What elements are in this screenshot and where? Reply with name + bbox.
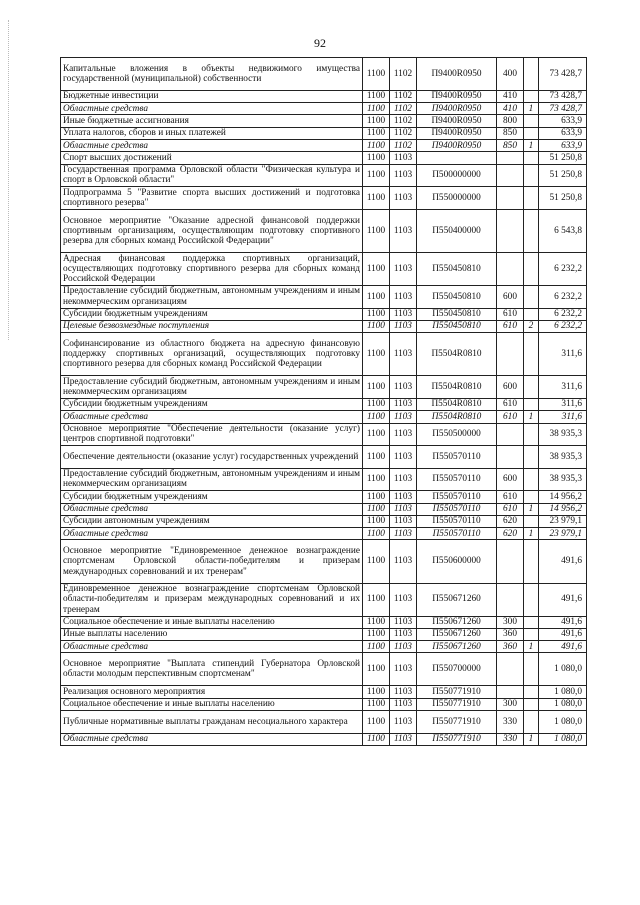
table-cell-funding-source: [524, 187, 539, 210]
table-row: [61, 686, 587, 698]
table-cell-expense-type: 800: [497, 115, 524, 127]
table-cell-name: Целевые безвозмездные поступления: [61, 320, 363, 332]
table-cell-section: 1100: [363, 308, 390, 320]
table-cell-name: Областные средства: [61, 528, 363, 540]
table-cell-expense-type: [497, 164, 524, 187]
table-cell-subsection: 1103: [390, 376, 417, 399]
table-cell-section: 1100: [363, 540, 390, 583]
table-cell-expense-type: 410: [497, 103, 524, 115]
table-cell-amount: 311,6: [539, 376, 587, 399]
table-cell-target-item: П550570110: [417, 503, 497, 515]
table-cell-expense-type: [497, 209, 524, 252]
table-cell-funding-source: 2: [524, 320, 539, 332]
table-row: [61, 733, 587, 745]
table-row: [61, 628, 587, 640]
table-cell-expense-type: 330: [497, 710, 524, 733]
table-cell-expense-type: 610: [497, 320, 524, 332]
table-cell-expense-type: 850: [497, 140, 524, 152]
table-cell-name: Иные бюджетные ассигнования: [61, 115, 363, 127]
table-cell-amount: 633,9: [539, 127, 587, 139]
table-cell-expense-type: 850: [497, 127, 524, 139]
table-cell-target-item: [417, 152, 497, 164]
table-row: [61, 253, 587, 286]
table-cell-funding-source: 1: [524, 411, 539, 423]
table-cell-funding-source: [524, 90, 539, 102]
table-cell-amount: 38 935,3: [539, 468, 587, 491]
table-cell-subsection: 1103: [390, 152, 417, 164]
table-cell-target-item: П550771910: [417, 710, 497, 733]
table-row: [61, 446, 587, 469]
table-cell-target-item: П550771910: [417, 698, 497, 710]
table-cell-amount: 1 080,0: [539, 733, 587, 745]
table-row: [61, 411, 587, 423]
table-cell-subsection: 1102: [390, 103, 417, 115]
table-cell-name: Государственная программа Орловской области "Физическая культура и спорт в Орловской области": [61, 164, 363, 187]
table-cell-amount: 491,6: [539, 540, 587, 583]
table-cell-target-item: П550570110: [417, 491, 497, 503]
table-cell-name: Основное мероприятие "Оказание адресной финансовой поддержки спортивным организациям, осуществляющим подготовку спортивного резерва для сборных команд Российской Федерации": [61, 209, 363, 252]
table-cell-amount: 491,6: [539, 616, 587, 628]
table-cell-subsection: 1103: [390, 710, 417, 733]
table-cell-expense-type: 610: [497, 503, 524, 515]
table-cell-amount: 73 428,7: [539, 90, 587, 102]
table-cell-amount: 1 080,0: [539, 653, 587, 686]
table-cell-amount: 1 080,0: [539, 686, 587, 698]
table-cell-section: 1100: [363, 376, 390, 399]
table-cell-name: Софинансирование из областного бюджета на адресную финансовую поддержку спортивных организаций, осуществляющих подготовку спортивного резерва для сборных команд Российской Федерации: [61, 333, 363, 376]
table-cell-amount: 6 543,8: [539, 209, 587, 252]
table-row: [61, 641, 587, 653]
table-cell-subsection: 1103: [390, 333, 417, 376]
table-cell-name: Основное мероприятие "Выплата стипендий Губернатора Орловской области молодым перспективным спортсменам": [61, 653, 363, 686]
table-row: [61, 127, 587, 139]
table-cell-subsection: 1103: [390, 733, 417, 745]
table-cell-target-item: П550570110: [417, 468, 497, 491]
table-cell-section: 1100: [363, 164, 390, 187]
table-cell-subsection: 1103: [390, 698, 417, 710]
table-row: [61, 308, 587, 320]
table-cell-name: Областные средства: [61, 641, 363, 653]
table-cell-target-item: П9400R0950: [417, 140, 497, 152]
table-cell-subsection: 1103: [390, 308, 417, 320]
table-cell-name: Субсидии автономным учреждениям: [61, 515, 363, 527]
table-cell-section: 1100: [363, 653, 390, 686]
table-cell-funding-source: [524, 127, 539, 139]
table-cell-name: Публичные нормативные выплаты гражданам несоциального характера: [61, 710, 363, 733]
table-cell-expense-type: [497, 686, 524, 698]
table-cell-funding-source: [524, 58, 539, 91]
table-cell-section: 1100: [363, 468, 390, 491]
table-cell-amount: 6 232,2: [539, 320, 587, 332]
table-cell-section: 1100: [363, 491, 390, 503]
table-cell-subsection: 1103: [390, 583, 417, 616]
table-cell-section: 1100: [363, 152, 390, 164]
table-cell-expense-type: [497, 253, 524, 286]
table-cell-section: 1100: [363, 115, 390, 127]
table-cell-funding-source: [524, 115, 539, 127]
table-cell-name: Единовременное денежное вознаграждение спортсменам Орловской области-победителям и призерам международных соревнований и их тренерам: [61, 583, 363, 616]
table-cell-funding-source: [524, 686, 539, 698]
table-cell-subsection: 1103: [390, 515, 417, 527]
table-cell-section: 1100: [363, 320, 390, 332]
table-row: [61, 320, 587, 332]
table-cell-section: 1100: [363, 58, 390, 91]
table-cell-section: 1100: [363, 187, 390, 210]
table-cell-name: Капитальные вложения в объекты недвижимого имущества государственной (муниципальной) собственности: [61, 58, 363, 91]
table-cell-target-item: П550570110: [417, 515, 497, 527]
table-cell-subsection: 1102: [390, 115, 417, 127]
table-row: [61, 423, 587, 446]
table-cell-subsection: 1103: [390, 468, 417, 491]
table-cell-target-item: П9400R0950: [417, 58, 497, 91]
table-row: [61, 503, 587, 515]
table-cell-name: Предоставление субсидий бюджетным, автономным учреждениям и иным некоммерческим организациям: [61, 285, 363, 308]
table-cell-section: 1100: [363, 583, 390, 616]
table-cell-name: Предоставление субсидий бюджетным, автономным учреждениям и иным некоммерческим организациям: [61, 376, 363, 399]
table-cell-expense-type: [497, 583, 524, 616]
table-cell-amount: 1 080,0: [539, 710, 587, 733]
table-cell-funding-source: [524, 491, 539, 503]
table-cell-section: 1100: [363, 616, 390, 628]
table-cell-target-item: П550000000: [417, 187, 497, 210]
table-row: [61, 398, 587, 410]
table-cell-target-item: П550400000: [417, 209, 497, 252]
table-cell-amount: 311,6: [539, 333, 587, 376]
table-cell-name: Областные средства: [61, 140, 363, 152]
table-row: [61, 58, 587, 91]
table-cell-name: Спорт высших достижений: [61, 152, 363, 164]
page-number: 92: [314, 36, 326, 50]
table-cell-expense-type: 330: [497, 733, 524, 745]
budget-table-body: [61, 58, 587, 746]
table-cell-subsection: 1103: [390, 641, 417, 653]
table-cell-subsection: 1103: [390, 187, 417, 210]
table-cell-amount: 633,9: [539, 140, 587, 152]
table-cell-funding-source: 1: [524, 528, 539, 540]
table-cell-target-item: П550771910: [417, 733, 497, 745]
table-cell-expense-type: 610: [497, 308, 524, 320]
table-cell-amount: 23 979,1: [539, 515, 587, 527]
table-cell-subsection: 1103: [390, 411, 417, 423]
table-cell-section: 1100: [363, 90, 390, 102]
table-cell-amount: 14 956,2: [539, 491, 587, 503]
table-row: [61, 710, 587, 733]
table-cell-target-item: П5504R0810: [417, 411, 497, 423]
table-cell-expense-type: 300: [497, 616, 524, 628]
table-cell-amount: 51 250,8: [539, 152, 587, 164]
table-cell-target-item: П550450810: [417, 308, 497, 320]
table-cell-name: Областные средства: [61, 103, 363, 115]
table-cell-amount: 491,6: [539, 628, 587, 640]
table-cell-amount: 51 250,8: [539, 187, 587, 210]
table-cell-expense-type: 360: [497, 641, 524, 653]
table-cell-subsection: 1103: [390, 491, 417, 503]
table-cell-target-item: П550671260: [417, 641, 497, 653]
table-cell-section: 1100: [363, 127, 390, 139]
table-cell-amount: 311,6: [539, 411, 587, 423]
table-row: [61, 164, 587, 187]
table-row: [61, 187, 587, 210]
table-cell-name: Субсидии бюджетным учреждениям: [61, 308, 363, 320]
table-cell-section: 1100: [363, 698, 390, 710]
table-cell-target-item: П550671260: [417, 583, 497, 616]
table-cell-target-item: П5504R0810: [417, 398, 497, 410]
table-cell-subsection: 1102: [390, 127, 417, 139]
table-cell-target-item: П550450810: [417, 253, 497, 286]
table-cell-amount: 491,6: [539, 583, 587, 616]
table-cell-funding-source: [524, 616, 539, 628]
table-row: [61, 515, 587, 527]
table-cell-funding-source: [524, 308, 539, 320]
table-cell-subsection: 1103: [390, 686, 417, 698]
table-cell-amount: 14 956,2: [539, 503, 587, 515]
table-row: [61, 115, 587, 127]
table-cell-subsection: 1103: [390, 653, 417, 686]
table-cell-funding-source: [524, 253, 539, 286]
table-cell-subsection: 1103: [390, 164, 417, 187]
table-cell-expense-type: [497, 152, 524, 164]
table-cell-section: 1100: [363, 411, 390, 423]
table-cell-expense-type: 400: [497, 58, 524, 91]
table-cell-expense-type: 600: [497, 285, 524, 308]
table-cell-expense-type: [497, 446, 524, 469]
table-cell-subsection: 1103: [390, 398, 417, 410]
table-cell-expense-type: 360: [497, 628, 524, 640]
table-cell-amount: 73 428,7: [539, 103, 587, 115]
table-cell-target-item: П550570110: [417, 446, 497, 469]
table-cell-expense-type: 620: [497, 528, 524, 540]
table-row: [61, 152, 587, 164]
table-cell-funding-source: [524, 515, 539, 527]
table-cell-funding-source: [524, 583, 539, 616]
table-cell-section: 1100: [363, 333, 390, 376]
table-row: [61, 616, 587, 628]
table-row: [61, 376, 587, 399]
table-cell-target-item: П550671260: [417, 616, 497, 628]
table-cell-funding-source: 1: [524, 140, 539, 152]
table-cell-section: 1100: [363, 103, 390, 115]
table-cell-amount: 6 232,2: [539, 308, 587, 320]
table-cell-funding-source: [524, 468, 539, 491]
table-cell-target-item: П550671260: [417, 628, 497, 640]
table-cell-funding-source: [524, 540, 539, 583]
table-cell-expense-type: [497, 540, 524, 583]
table-cell-section: 1100: [363, 503, 390, 515]
table-cell-amount: 633,9: [539, 115, 587, 127]
table-cell-name: Областные средства: [61, 411, 363, 423]
table-cell-target-item: П550700000: [417, 653, 497, 686]
table-cell-target-item: П5504R0810: [417, 333, 497, 376]
table-cell-target-item: П550600000: [417, 540, 497, 583]
table-cell-section: 1100: [363, 686, 390, 698]
table-cell-expense-type: 300: [497, 698, 524, 710]
table-cell-subsection: 1103: [390, 628, 417, 640]
table-cell-amount: 491,6: [539, 641, 587, 653]
table-row: [61, 540, 587, 583]
table-cell-name: Бюджетные инвестиции: [61, 90, 363, 102]
table-cell-target-item: П550450810: [417, 285, 497, 308]
table-cell-name: Предоставление субсидий бюджетным, автономным учреждениям и иным некоммерческим организациям: [61, 468, 363, 491]
table-cell-subsection: 1103: [390, 253, 417, 286]
table-cell-target-item: П9400R0950: [417, 127, 497, 139]
margin-binding-mark: [8, 20, 11, 340]
table-cell-expense-type: 610: [497, 491, 524, 503]
table-cell-expense-type: [497, 187, 524, 210]
table-cell-subsection: 1103: [390, 423, 417, 446]
table-cell-funding-source: [524, 423, 539, 446]
table-cell-name: Подпрограмма 5 "Развитие спорта высших достижений и подготовка спортивного резерва": [61, 187, 363, 210]
table-row: [61, 209, 587, 252]
table-cell-target-item: П9400R0950: [417, 115, 497, 127]
table-row: [61, 90, 587, 102]
table-cell-name: Основное мероприятие "Единовременное денежное вознаграждение спортсменам Орловской области-победителям и призерам международных соревнований и их тренерам": [61, 540, 363, 583]
table-cell-subsection: 1103: [390, 616, 417, 628]
table-cell-funding-source: 1: [524, 733, 539, 745]
table-cell-funding-source: 1: [524, 103, 539, 115]
table-cell-name: Социальное обеспечение и иные выплаты населению: [61, 616, 363, 628]
table-cell-funding-source: 1: [524, 503, 539, 515]
table-cell-expense-type: 600: [497, 468, 524, 491]
budget-table: [60, 57, 587, 746]
table-cell-expense-type: 610: [497, 411, 524, 423]
table-cell-subsection: 1103: [390, 285, 417, 308]
table-cell-expense-type: [497, 333, 524, 376]
table-cell-section: 1100: [363, 641, 390, 653]
table-cell-expense-type: 410: [497, 90, 524, 102]
table-cell-subsection: 1103: [390, 540, 417, 583]
table-cell-amount: 38 935,3: [539, 446, 587, 469]
table-cell-funding-source: [524, 152, 539, 164]
table-row: [61, 103, 587, 115]
table-cell-funding-source: [524, 209, 539, 252]
table-row: [61, 491, 587, 503]
table-cell-section: 1100: [363, 140, 390, 152]
table-cell-section: 1100: [363, 628, 390, 640]
table-cell-amount: 38 935,3: [539, 423, 587, 446]
table-cell-subsection: 1102: [390, 58, 417, 91]
table-cell-expense-type: [497, 423, 524, 446]
table-row: [61, 285, 587, 308]
table-cell-funding-source: 1: [524, 641, 539, 653]
table-cell-funding-source: [524, 446, 539, 469]
table-cell-funding-source: [524, 376, 539, 399]
table-cell-amount: 6 232,2: [539, 285, 587, 308]
table-cell-funding-source: [524, 333, 539, 376]
table-cell-funding-source: [524, 285, 539, 308]
table-cell-subsection: 1103: [390, 320, 417, 332]
table-cell-amount: 311,6: [539, 398, 587, 410]
table-cell-funding-source: [524, 653, 539, 686]
table-cell-name: Субсидии бюджетным учреждениям: [61, 491, 363, 503]
table-cell-name: Субсидии бюджетным учреждениям: [61, 398, 363, 410]
table-cell-amount: 1 080,0: [539, 698, 587, 710]
table-row: [61, 140, 587, 152]
table-cell-amount: 6 232,2: [539, 253, 587, 286]
table-cell-name: Областные средства: [61, 733, 363, 745]
table-cell-target-item: П500000000: [417, 164, 497, 187]
table-cell-subsection: 1103: [390, 446, 417, 469]
table-cell-subsection: 1102: [390, 140, 417, 152]
table-row: [61, 468, 587, 491]
table-row: [61, 333, 587, 376]
table-cell-subsection: 1102: [390, 90, 417, 102]
table-cell-section: 1100: [363, 528, 390, 540]
table-cell-amount: 51 250,8: [539, 164, 587, 187]
table-cell-section: 1100: [363, 446, 390, 469]
table-cell-amount: 73 428,7: [539, 58, 587, 91]
table-cell-section: 1100: [363, 423, 390, 446]
table-cell-name: Иные выплаты населению: [61, 628, 363, 640]
table-cell-name: Основное мероприятие "Обеспечение деятельности (оказание услуг) центров спортивной подготовки": [61, 423, 363, 446]
table-cell-name: Уплата налогов, сборов и иных платежей: [61, 127, 363, 139]
table-row: [61, 698, 587, 710]
table-row: [61, 583, 587, 616]
table-cell-section: 1100: [363, 209, 390, 252]
table-cell-expense-type: 600: [497, 376, 524, 399]
table-cell-target-item: П550450810: [417, 320, 497, 332]
table-cell-subsection: 1103: [390, 503, 417, 515]
table-cell-section: 1100: [363, 253, 390, 286]
table-cell-target-item: П9400R0950: [417, 90, 497, 102]
table-row: [61, 653, 587, 686]
table-cell-name: Обеспечение деятельности (оказание услуг) государственных учреждений: [61, 446, 363, 469]
table-cell-target-item: П5504R0810: [417, 376, 497, 399]
table-cell-funding-source: [524, 710, 539, 733]
table-cell-section: 1100: [363, 398, 390, 410]
table-row: [61, 528, 587, 540]
table-cell-target-item: П550500000: [417, 423, 497, 446]
table-cell-funding-source: [524, 398, 539, 410]
table-cell-funding-source: [524, 628, 539, 640]
table-cell-subsection: 1103: [390, 528, 417, 540]
table-cell-section: 1100: [363, 733, 390, 745]
table-cell-target-item: П550570110: [417, 528, 497, 540]
table-cell-subsection: 1103: [390, 209, 417, 252]
table-cell-funding-source: [524, 164, 539, 187]
table-cell-name: Областные средства: [61, 503, 363, 515]
table-cell-target-item: П9400R0950: [417, 103, 497, 115]
table-cell-expense-type: [497, 653, 524, 686]
table-cell-name: Социальное обеспечение и иные выплаты населению: [61, 698, 363, 710]
table-cell-amount: 23 979,1: [539, 528, 587, 540]
table-cell-funding-source: [524, 698, 539, 710]
table-cell-section: 1100: [363, 515, 390, 527]
table-cell-section: 1100: [363, 285, 390, 308]
table-cell-expense-type: 610: [497, 398, 524, 410]
table-cell-expense-type: 620: [497, 515, 524, 527]
table-cell-section: 1100: [363, 710, 390, 733]
table-cell-name: Реализация основного мероприятия: [61, 686, 363, 698]
table-cell-name: Адресная финансовая поддержка спортивных организаций, осуществляющих подготовку спортивного резерва для сборных команд Российской Федерации: [61, 253, 363, 286]
table-cell-target-item: П550771910: [417, 686, 497, 698]
